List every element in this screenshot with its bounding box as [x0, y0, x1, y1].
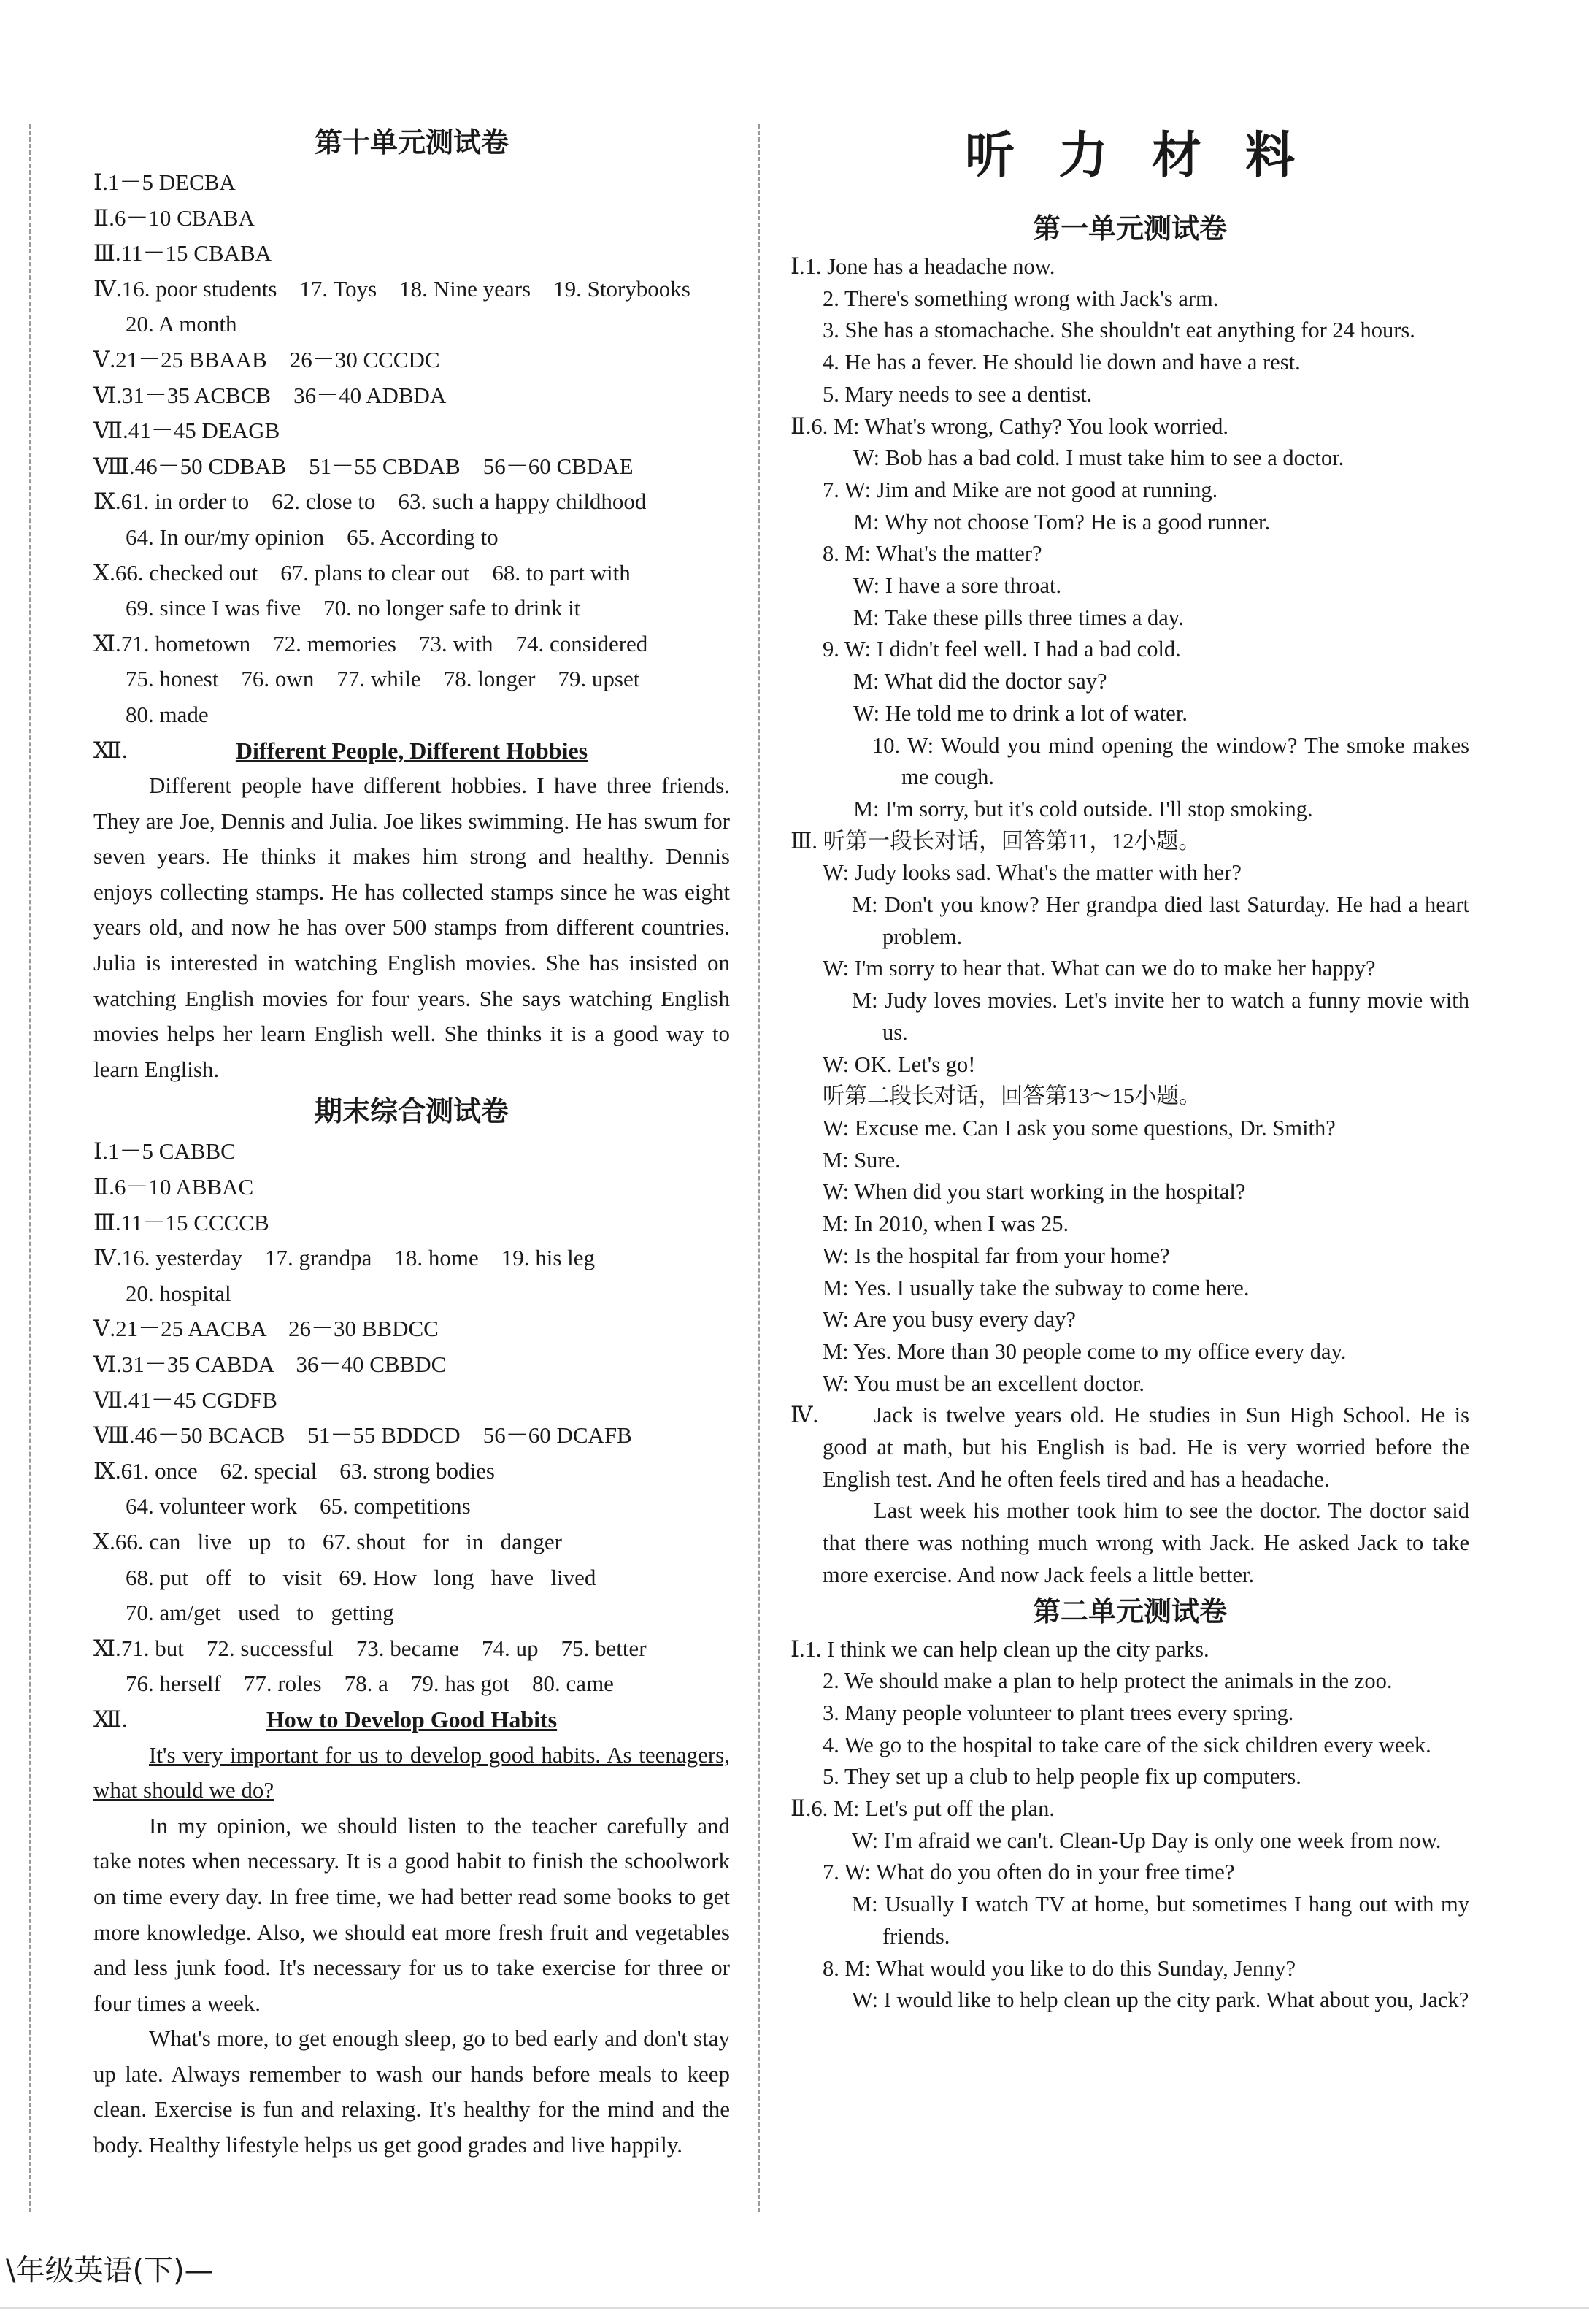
answer-line: 70. am/get used to getting: [126, 1600, 394, 1626]
unit1-part4-paragraph-2: Last week his mother took him to see the doctor. The doctor said that there was nothing much wrong with Jack. He asked Jack to take more exercise. And now Jack feels a little better.: [823, 1498, 1469, 1587]
transcript-line: Ⅰ.1. I think we can help clean up the city parks.: [790, 1636, 1209, 1662]
transcript-line: 3. Many people volunteer to plant trees every spring.: [823, 1700, 1294, 1725]
answer-line: 20. A month: [126, 311, 237, 337]
final-essay-label: Ⅻ.: [93, 1706, 128, 1732]
column-divider-dashed-line: [758, 124, 760, 2212]
unit10-essay-label: Ⅻ.: [93, 737, 128, 763]
transcript-line: Ⅱ.6. M: What's wrong, Cathy? You look worried.: [790, 413, 1229, 439]
answer-line: Ⅺ.71. hometown 72. memories 73. with 74. considered: [93, 630, 648, 656]
answer-line: Ⅷ.46－50 CDBAB 51－55 CBDAB 56－60 CBDAE: [93, 453, 634, 479]
transcript-line: M: Why not choose Tom? He is a good runner.: [853, 509, 1271, 534]
transcript-line: 4. We go to the hospital to take care of the sick children every week.: [823, 1732, 1431, 1757]
unit1-title: 第一单元测试卷: [1032, 212, 1227, 245]
answer-line: Ⅴ.21－25 BBAAB 26－30 CCCDC: [93, 346, 440, 372]
unit1-part4: [790, 1400, 1469, 1591]
unit10-answer-list: [93, 165, 730, 733]
answer-line: Ⅲ.11－15 CBABA: [93, 240, 272, 266]
transcript-line: 5. Mary needs to see a dentist.: [823, 381, 1093, 407]
answer-line: Ⅱ.6－10 CBABA: [93, 204, 255, 231]
final-essay-paragraph-2: What's more, to get enough sleep, go to bed early and don't stay up late. Always remember to wash our hands before meals to keep clean. Exercise is fun and relaxing. It's healthy for the mind and the body. Healthy lifestyle helps us get good grades and live happily.: [93, 2025, 730, 2158]
transcript-line: 听第二段长对话，回答第13～15小题。: [823, 1084, 1201, 1109]
transcript-line: M: What did the doctor say?: [853, 669, 1107, 694]
transcript-line: M: Judy loves movies. Let's invite her to watch a funny movie with us.: [852, 988, 1469, 1045]
answer-line: 80. made: [126, 701, 209, 727]
answer-line: 76. herself 77. roles 78. a 79. has got 80. came: [126, 1671, 614, 1697]
transcript-line: M: I'm sorry, but it's cold outside. I'll stop smoking.: [853, 796, 1313, 821]
transcript-line: W: Are you busy every day?: [823, 1307, 1076, 1332]
page-footer: \年级英语(下)—: [6, 2254, 214, 2287]
answer-line: 75. honest 76. own 77. while 78. longer 79. upset: [126, 666, 640, 692]
transcript-line: Ⅲ. 听第一段长对话，回答第11，12小题。: [790, 828, 1201, 854]
final-essay-title: How to Develop Good Habits: [266, 1706, 558, 1733]
right-column: [790, 124, 1469, 2017]
answer-line: Ⅳ.16. yesterday 17. grandpa 18. home 19. his leg: [93, 1245, 596, 1271]
answer-line: Ⅹ.66. can live up to 67. shout for in danger: [93, 1528, 562, 1554]
transcript-line: W: When did you start working in the hospital?: [823, 1179, 1246, 1205]
answer-line: Ⅰ.1－5 DECBA: [93, 169, 236, 195]
final-essay-paragraph-1: In my opinion, we should listen to the teacher carefully and take notes when necessary. It is a good habit to finish the schoolwork on time every day. In free time, we had better read some books to get more knowledge. Also, we should eat more fresh fruit and vegetables and less junk food. It's necessary for us to take exercise for three or four times a week.: [93, 1812, 730, 2016]
answer-line: 68. put off to visit 69. How long have lived: [126, 1564, 596, 1590]
transcript-line: 4. He has a fever. He should lie down and have a rest.: [823, 350, 1301, 375]
answer-line: Ⅵ.31－35 ACBCB 36－40 ADBDA: [93, 382, 447, 408]
transcript-line: 3. She has a stomachache. She shouldn't eat anything for 24 hours.: [823, 318, 1415, 343]
transcript-line: W: I have a sore throat.: [853, 573, 1062, 599]
unit1-part4-paragraph-1: Jack is twelve years old. He studies in Sun High School. He is good at math, but his English is bad. He is very worried before the English test. And he often feels tired and has a headache.: [823, 1403, 1469, 1492]
transcript-line: 2. We should make a plan to help protect the animals in the zoo.: [823, 1668, 1393, 1694]
answer-line: Ⅲ.11－15 CCCCB: [93, 1209, 269, 1235]
final-essay-first-paragraph: It's very important for us to develop good habits. As teenagers, what should we do?: [93, 1741, 730, 1803]
answer-line: 69. since I was five 70. no longer safe to drink it: [126, 595, 581, 621]
transcript-line: W: Judy looks sad. What's the matter with her?: [823, 860, 1242, 886]
unit2-title: 第二单元测试卷: [1032, 1595, 1227, 1627]
transcript-line: Ⅰ.1. Jone has a headache now.: [790, 254, 1055, 279]
transcript-line: 7. W: Jim and Mike are not good at running.: [823, 477, 1218, 502]
answer-line: Ⅹ.66. checked out 67. plans to clear out 68. to part with: [93, 559, 631, 586]
transcript-line: M: Yes. More than 30 people come to my office every day.: [823, 1338, 1347, 1364]
answer-line: Ⅶ.41－45 CGDFB: [93, 1387, 277, 1413]
answer-line: 64. In our/my opinion 65. According to: [126, 524, 499, 550]
answer-line: Ⅰ.1－5 CABBC: [93, 1138, 236, 1165]
transcript-line: M: In 2010, when I was 25.: [823, 1211, 1069, 1237]
transcript-line: 5. They set up a club to help people fix up computers.: [823, 1764, 1301, 1790]
transcript-line: W: Excuse me. Can I ask you some questions, Dr. Smith?: [823, 1115, 1336, 1140]
final-exam-title: 期末综合测试卷: [314, 1095, 509, 1128]
unit2-transcript: [790, 1634, 1469, 2017]
answer-line: 20. hospital: [126, 1280, 231, 1306]
transcript-line: Ⅱ.6. M: Let's put off the plan.: [790, 1796, 1055, 1822]
transcript-line: M: Take these pills three times a day.: [853, 605, 1184, 630]
answer-line: Ⅷ.46－50 BCACB 51－55 BDDCD 56－60 DCAFB: [93, 1422, 632, 1449]
transcript-line: W: Is the hospital far from your home?: [823, 1243, 1170, 1268]
answer-line: 64. volunteer work 65. competitions: [126, 1493, 471, 1519]
left-margin-dashed-line: [29, 124, 31, 2212]
transcript-line: M: Usually I watch TV at home, but sometimes I hang out with my friends.: [852, 1892, 1469, 1949]
transcript-line: W: I would like to help clean up the city park. What about you, Jack?: [852, 1987, 1469, 2013]
final-answer-list: [93, 1134, 730, 1702]
transcript-line: W: You must be an excellent doctor.: [823, 1370, 1145, 1396]
unit10-essay-title: Different People, Different Hobbies: [235, 737, 588, 764]
transcript-line: 7. W: What do you often do in your free time?: [823, 1860, 1235, 1885]
transcript-line: M: Yes. I usually take the subway to come here.: [823, 1275, 1250, 1300]
transcript-line: W: He told me to drink a lot of water.: [853, 700, 1188, 726]
transcript-line: 10. W: Would you mind opening the window? The smoke makes me cough.: [872, 732, 1469, 790]
unit10-essay-text: Different people have different hobbies. I have three friends. They are Joe, Dennis and Julia. Joe likes swimming. He has swum for seven years. He thinks it makes him strong and healthy. Dennis enjoys collecting stamps. He has collected stamps since he was eight years old, and now he has over 500 stamps from different countries. Julia is interested in watching English movies. She has insisted on watching English movies for four years. She says watching English movies helps her learn English well. She thinks it is a good way to learn English.: [93, 772, 730, 1082]
transcript-line: W: I'm afraid we can't. Clean-Up Day is only one week from now.: [852, 1828, 1442, 1853]
answer-line: Ⅳ.16. poor students 17. Toys 18. Nine years 19. Storybooks: [93, 275, 690, 302]
transcript-line: 8. M: What would you like to do this Sunday, Jenny?: [823, 1955, 1296, 1981]
final-essay-heading: [93, 1702, 730, 1738]
transcript-line: 8. M: What's the matter?: [823, 541, 1042, 567]
unit10-title: 第十单元测试卷: [314, 126, 509, 158]
footer-rule: [0, 2307, 1589, 2309]
answer-line: Ⅴ.21－25 AACBA 26－30 BBDCC: [93, 1316, 439, 1342]
answer-line: Ⅱ.6－10 ABBAC: [93, 1174, 254, 1200]
unit1-transcript: [790, 251, 1469, 1400]
answer-line: Ⅺ.71. but 72. successful 73. became 74. up 75. better: [93, 1635, 647, 1661]
transcript-line: 2. There's something wrong with Jack's arm.: [823, 285, 1219, 311]
answer-line: Ⅶ.41－45 DEAGB: [93, 418, 280, 444]
listening-material-title: 听力材料: [964, 127, 1339, 185]
answer-line: Ⅵ.31－35 CABDA 36－40 CBBDC: [93, 1351, 447, 1377]
transcript-line: W: Bob has a bad cold. I must take him to see a doctor.: [853, 445, 1344, 471]
transcript-line: 9. W: I didn't feel well. I had a bad cold.: [823, 637, 1181, 662]
transcript-line: W: OK. Let's go!: [823, 1051, 976, 1077]
answer-line: Ⅸ.61. once 62. special 63. strong bodies: [93, 1457, 495, 1484]
transcript-line: M: Sure.: [823, 1147, 901, 1173]
unit1-part4-label: Ⅳ.: [790, 1403, 819, 1428]
left-column: [93, 124, 730, 2163]
transcript-line: M: Don't you know? Her grandpa died last Saturday. He had a heart problem.: [852, 892, 1469, 949]
answer-line: Ⅸ.61. in order to 62. close to 63. such a happy childhood: [93, 488, 647, 515]
unit10-essay-heading: [93, 733, 730, 769]
transcript-line: W: I'm sorry to hear that. What can we do to make her happy?: [823, 956, 1376, 981]
